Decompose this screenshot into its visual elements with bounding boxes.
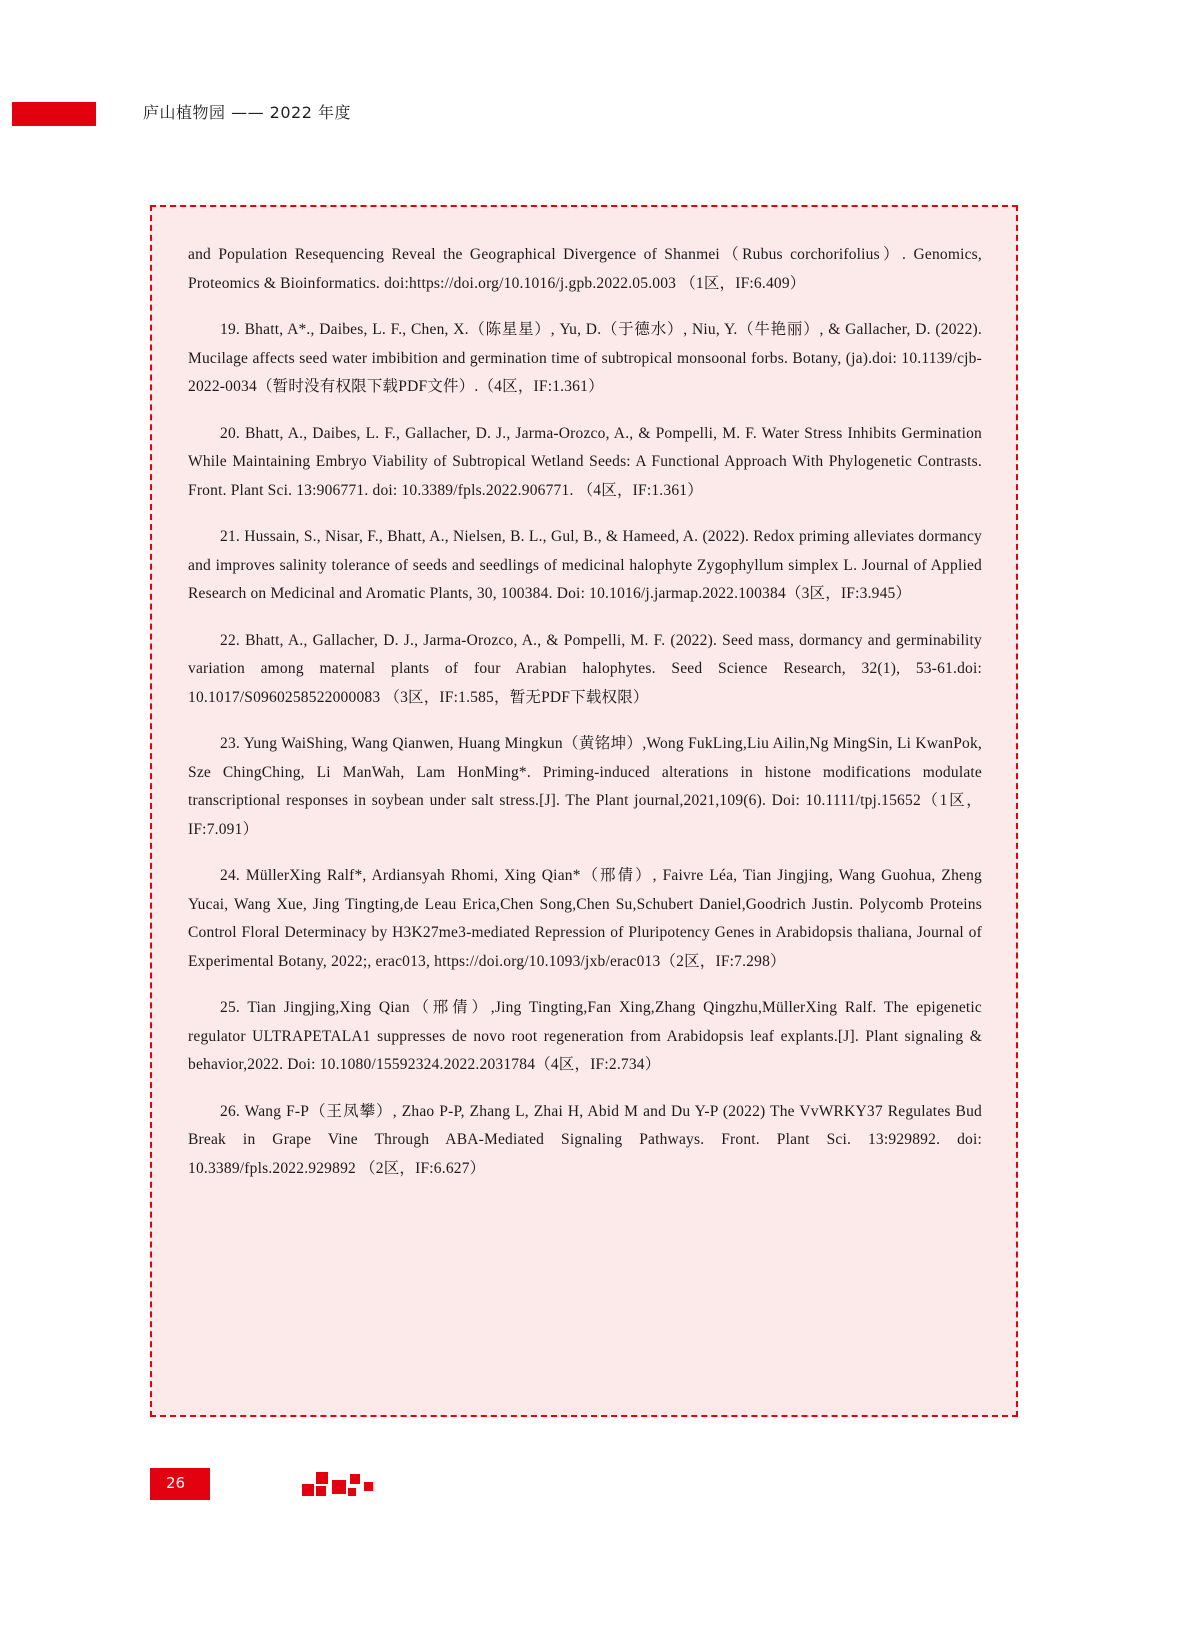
reference-paragraph-21: 21. Hussain, S., Nisar, F., Bhatt, A., Nielsen, B. L., Gul, B., & Hameed, A. (2022). Redox priming alleviates dormancy and improves salinity tolerance of seeds and seedlings of medicinal halophyte Zygophyllum simplex L. Journal of Applied Research on Medicinal and Aromatic Plants, 30, 100384. Doi: 10.1016/j.jarmap.2022.100384（3区，IF:3.945） xyxy=(188,528,982,602)
page-header xyxy=(0,98,1200,130)
reference-paragraph-25: 25. Tian Jingjing,Xing Qian（邢倩）,Jing Tingting,Fan Xing,Zhang Qingzhu,MüllerXing Ralf. The epigenetic regulator ULTRAPETALA1 suppresses de novo root regeneration from Arabidopsis leaf explants.[J]. Plant signaling & behavior,2022. Doi: 10.1080/15592324.2022.2031784（4区，IF:2.734） xyxy=(188,999,982,1073)
page-footer xyxy=(0,1468,1200,1504)
reference-paragraph-23: 23. Yung WaiShing, Wang Qianwen, Huang Mingkun（黄铭坤）,Wong FukLing,Liu Ailin,Ng MingSin, Li KwanPok, Sze ChingChing, Li ManWah, Lam HonMing*. Priming-induced alterations in histone modifications modulate transcriptional responses in soybean under salt stress.[J]. The Plant journal,2021,109(6). Doi: 10.1111/tpj.15652（1区，IF:7.091） xyxy=(188,735,982,838)
reference-paragraph-19: 19. Bhatt, A*., Daibes, L. F., Chen, X.（陈星星）, Yu, D.（于德水）, Niu, Y.（牛艳丽）, & Gallacher, D. (2022). Mucilage affects seed water imbibition and germination time of subtropical monsoonal forbs. Botany, (ja).doi: 10.1139/cjb-2022-0034（暂时没有权限下载PDF文件）.（4区，IF:1.361） xyxy=(188,321,982,395)
references-list xyxy=(188,241,982,1201)
reference-paragraph-22: 22. Bhatt, A., Gallacher, D. J., Jarma-Orozco, A., & Pompelli, M. F. (2022). Seed mass, dormancy and germinability variation among maternal plants of four Arabian halophytes. Seed Science Research, 32(1), 53-61.doi: 10.1017/S0960258522000083 （3区，IF:1.585，暂无PDF下载权限） xyxy=(188,631,982,706)
page-number: 26 xyxy=(166,1474,186,1492)
references-panel xyxy=(150,205,1018,1417)
header-title: 庐山植物园 —— 2022 年度 xyxy=(143,103,351,122)
reference-paragraph-26: 26. Wang F-P（王凤攀）, Zhao P-P, Zhang L, Zhai H, Abid M and Du Y-P (2022) The VvWRKY37 Regulates Bud Break in Grape Vine Through ABA-Mediated Signaling Pathways. Front. Plant Sci. 13:929892. doi: 10.3389/fpls.2022.929892 （2区，IF:6.627） xyxy=(188,1102,982,1177)
reference-paragraph-20: 20. Bhatt, A., Daibes, L. F., Gallacher, D. J., Jarma-Orozco, A., & Pompelli, M. F. Water Stress Inhibits Germination While Maintaining Embryo Viability of Subtropical Wetland Seeds: A Functional Approach With Phylogenetic Contrasts. Front. Plant Sci. 13:906771. doi: 10.3389/fpls.2022.906771. （4区，IF:1.361） xyxy=(188,424,982,499)
header-accent-bar xyxy=(12,102,96,126)
reference-paragraph-continued: and Population Resequencing Reveal the Geographical Divergence of Shanmei（Rubus corchorifolius）. Genomics, Proteomics & Bioinformatics. doi:https://doi.org/10.1016/j.gpb.2022.05.003 （1区，IF:6.409） xyxy=(188,246,982,292)
footer-decoration-squares xyxy=(300,1470,380,1498)
reference-paragraph-24: 24. MüllerXing Ralf*, Ardiansyah Rhomi, Xing Qian*（邢倩）, Faivre Léa, Tian Jingjing, Wang Guohua, Zheng Yucai, Wang Xue, Jing Tingting,de Leau Erica,Chen Song,Chen Su,Schubert Daniel,Goodrich Justin. Polycomb Proteins Control Floral Determinacy by H3K27me3-mediated Repression of Pluripotency Genes in Arabidopsis thaliana, Journal of Experimental Botany, 2022;, erac013, https://doi.org/10.1093/jxb/erac013（2区，IF:7.298） xyxy=(188,867,982,970)
